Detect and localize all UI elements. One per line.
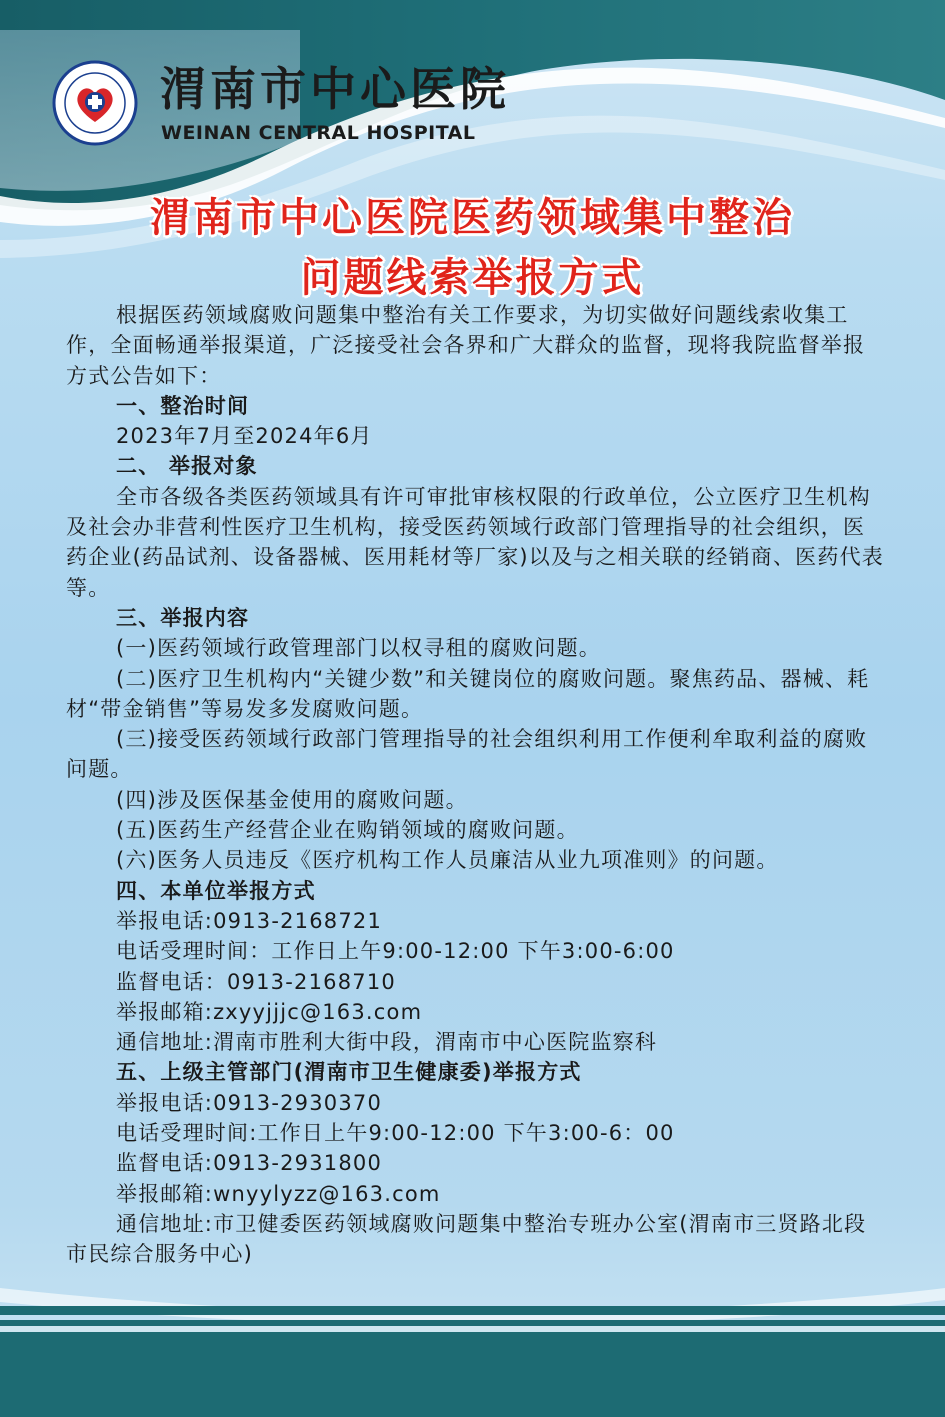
- section-3-item: (四)涉及医保基金使用的腐败问题。: [116, 787, 468, 812]
- section-2-text: 全市各级各类医药领域具有许可审批审核权限的行政单位，公立医疗卫生机构及社会办非营利性医疗卫生机构，接受医药领域行政部门管理指导的社会组织，医药企业(药品试剂、设备器械、医用耗材等厂家)以及与之相关联的经销商、医药代表等。: [66, 484, 884, 600]
- superior-mailing-address: 通信地址:市卫健委医药领域腐败问题集中整治专班办公室(渭南市三贤路北段市民综合服务中心): [66, 1211, 867, 1267]
- hospital-name-en: WEINAN CENTRAL HOSPITAL: [161, 122, 476, 144]
- section-5-title: 五、上级主管部门(渭南市卫生健康委)举报方式: [116, 1060, 582, 1085]
- phone-hours: 电话受理时间：工作日上午9:00-12:00 下午3:00-6:00: [116, 939, 675, 964]
- section-3-item: (六)医务人员违反《医疗机构工作人员廉洁从业九项准则》的问题。: [116, 848, 779, 873]
- notice-title-line2: 问题线索举报方式: [300, 255, 645, 301]
- report-phone: 举报电话:0913-2168721: [116, 908, 383, 933]
- section-3-title: 三、举报内容: [116, 605, 250, 630]
- notice-title-line1: 渭南市中心医院医药领域集中整治: [150, 195, 795, 241]
- hospital-logo-icon: [52, 60, 138, 146]
- hospital-name-cn: 渭南市中心医院: [160, 62, 510, 116]
- superior-report-email: 举报邮箱:wnyylyzz@163.com: [116, 1181, 441, 1206]
- section-2-title: 二、 举报对象: [116, 454, 258, 479]
- section-1-text: 2023年7月至2024年6月: [116, 424, 373, 449]
- section-3-item: (五)医药生产经营企业在购销领域的腐败问题。: [116, 818, 579, 843]
- section-3-item: (一)医药领域行政管理部门以权寻租的腐败问题。: [116, 636, 601, 661]
- section-1-title: 一、整治时间: [116, 393, 250, 418]
- report-email: 举报邮箱:zxyyjjjc@163.com: [116, 999, 423, 1024]
- intro-paragraph: 根据医药领域腐败问题集中整治有关工作要求，为切实做好问题线索收集工作，全面畅通举报渠道，广泛接受社会各界和广大群众的监督，现将我院监督举报方式公告如下：: [66, 303, 866, 388]
- superior-phone-hours: 电话受理时间:工作日上午9:00-12:00 下午3:00-6：00: [116, 1121, 675, 1146]
- supervision-phone: 监督电话：0913-2168710: [116, 969, 396, 994]
- section-4-title: 四、本单位举报方式: [116, 878, 316, 903]
- superior-report-phone: 举报电话:0913-2930370: [116, 1090, 383, 1115]
- superior-supervision-phone: 监督电话:0913-2931800: [116, 1151, 383, 1176]
- notice-body: [66, 300, 886, 1270]
- mailing-address: 通信地址:渭南市胜利大街中段，渭南市中心医院监察科: [116, 1030, 658, 1055]
- section-3-item: (三)接受医药领域行政部门管理指导的社会组织利用工作便利牟取利益的腐败问题。: [66, 727, 868, 782]
- section-3-item: (二)医疗卫生机构内“关键少数”和关键岗位的腐败问题。聚焦药品、器械、耗材“带金销售”等易发多发腐败问题。: [66, 666, 870, 721]
